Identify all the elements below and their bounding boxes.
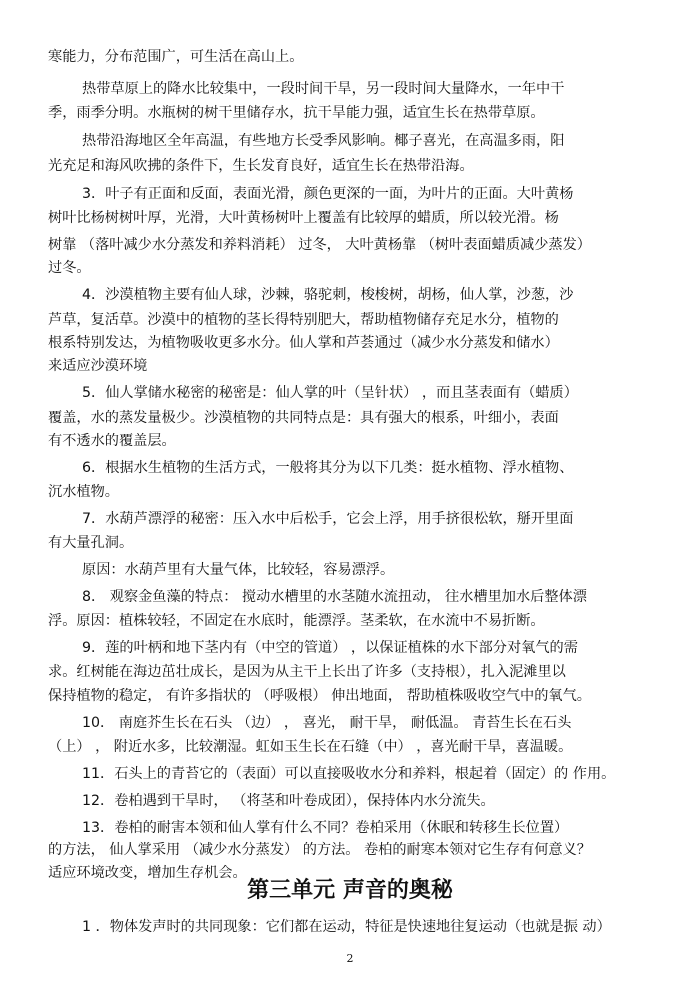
text-line: 原因：水葫芦里有大量气体，比较轻，容易漂浮。 — [82, 562, 395, 578]
text-line: 热带沿海地区全年高温，有些地方长受季风影响。椰子喜光，在高温多雨，阳 — [82, 133, 565, 149]
text-line: 过冬。 — [48, 260, 91, 276]
text-line: 光充足和海风吹拂的条件下，生长发育良好，适宜生长在热带沿海。 — [48, 158, 474, 174]
text-line: 3．叶子有正面和反面，表面光滑，颜色更深的一面，为叶片的正面。大叶黄杨 — [82, 186, 574, 202]
text-line: 4．沙漠植物主要有仙人球，沙棘，骆驼刺，梭梭树，胡杨，仙人掌，沙葱，沙 — [82, 287, 574, 303]
text-line: 12．卷柏遇到干旱时， （将茎和叶卷成团），保持体内水分流失。 — [82, 793, 495, 809]
text-line: 有不透水的覆盖层。 — [48, 433, 176, 449]
text-line: 7．水葫芦漂浮的秘密：压入水中后松手，它会上浮，用手挤很松软，掰开里面 — [82, 511, 574, 527]
page-number: 2 — [346, 952, 354, 965]
text-line: 5．仙人掌储水秘密的秘密是：仙人掌的叶（呈针状） ，而且茎表面有（蜡质） — [82, 385, 578, 401]
text-line: 覆盖，水的蒸发量极少。沙漠植物的共同特点是：具有强大的根系，叶细小，表面 — [48, 410, 559, 426]
text-line: 热带草原上的降水比较集中，一段时间干旱，另一段时间大量降水，一年中干 — [82, 81, 565, 97]
text-line: 保持植物的稳定， 有许多指状的 （呼吸根） 伸出地面， 帮助植株吸收空气中的氧气。 — [48, 688, 591, 704]
text-line: 有大量孔洞。 — [48, 535, 134, 551]
text-line: 10． 南庭芥生长在石头 （边） ， 喜光， 耐干旱， 耐低温。 青苔生长在石头 — [82, 715, 572, 731]
text-line: 来适应沙漠环境 — [48, 358, 148, 374]
text-line: 6．根据水生植物的生活方式，一般将其分为以下几类：挺水植物、浮水植物、 — [82, 460, 574, 476]
text-line: 寒能力，分布范围广，可生活在高山上。 — [48, 49, 304, 65]
text-line: 浮。原因：植株较轻，不固定在水底时，能漂浮。茎柔软，在水流中不易折断。 — [48, 613, 545, 629]
text-line: 根系特别发达，为植物吸收更多水分。仙人掌和芦荟通过（减少水分蒸发和储水） — [48, 335, 559, 351]
text-line: 11．石头上的青苔它的（表面）可以直接吸收水分和养料，根起着（固定）的 作用。 — [82, 766, 616, 782]
text-line: 树叶比杨树树叶厚，光滑，大叶黄杨树叶上覆盖有比较厚的蜡质，所以较光滑。杨 — [48, 210, 559, 226]
text-line: 9．莲的叶柄和地下茎内有（中空的管道） ，以保证植株的水下部分对氧气的需 — [82, 640, 578, 656]
text-line: 季，雨季分明。水瓶树的树干里储存水，抗干旱能力强，适宜生长在热带草原。 — [48, 105, 545, 121]
section-heading: 第三单元 声音的奥秘 — [247, 878, 453, 903]
text-line: 适应环境改变，增加生存机会。 — [48, 865, 247, 881]
text-line: 13．卷柏的耐害本领和仙人掌有什么不同？卷柏采用（休眠和转移生长位置） — [82, 820, 569, 836]
text-line: 芦草，复活草。沙漠中的植物的茎长得特别肥大，帮助植物储存充足水分，植物的 — [48, 312, 559, 328]
text-line: 8． 观察金鱼藻的特点： 搅动水槽里的水茎随水流扭动， 往水槽里加水后整体漂 — [82, 589, 587, 605]
text-line: （上） ， 附近水多，比较潮湿。虹如玉生长在石缝（中） ，喜光耐干旱，喜温暖。 — [48, 739, 573, 755]
text-line: 1 ．物体发声时的共同现象：它们都在运动，特征是快速地往复运动（也就是振 动） — [82, 919, 611, 935]
text-line: 沉水植物。 — [48, 484, 119, 500]
text-line: 的方法， 仙人掌采用 （减少水分蒸发） 的方法。 卷柏的耐寒本领对它生存有何意义？ — [48, 842, 591, 858]
text-line: 求。红树能在海边茁壮成长，是因为从主干上长出了许多（支持根），扎入泥滩里以 — [48, 664, 566, 680]
text-line: 树靠 （落叶减少水分蒸发和养料消耗） 过冬， 大叶黄杨靠 （树叶表面蜡质减少蒸发） — [48, 237, 591, 253]
